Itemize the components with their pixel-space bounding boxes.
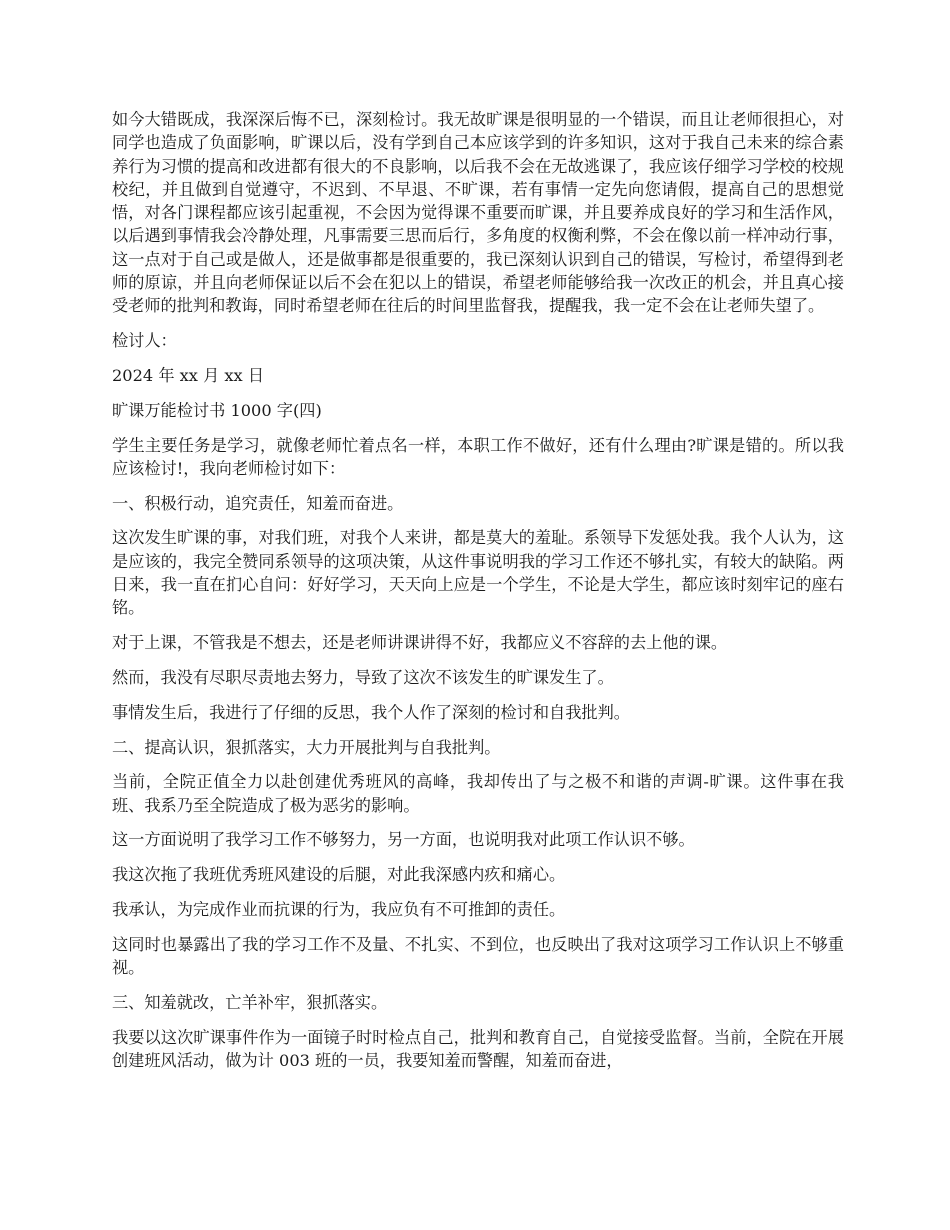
- date-line: 2024 年 xx 月 xx 日: [112, 365, 265, 385]
- paragraph-however: 然而，我没有尽职尽责地去努力，导致了这次不该发生的旷课发生了。: [112, 667, 614, 687]
- paragraph-current: 当前，全院正值全力以赴创建优秀班风的高峰，我却传出了与之极不和谐的声调-旷课。这件事在我班、我系乃至全院造成了极为恶劣的影响。: [112, 772, 844, 815]
- paragraph-intro: 学生主要任务是学习，就像老师忙着点名一样，本职工作不做好，还有什么理由?旷课是错的。所以我应该检讨!，我向老师检讨如下：: [112, 435, 844, 478]
- paragraph-dragged: 我这次拖了我班优秀班风建设的后腿，对此我深感内疚和痛心。: [112, 865, 566, 885]
- heading-two: 二、提高认识，狠抓落实，大力开展批判与自我批判。: [112, 737, 501, 757]
- heading-three: 三、知羞就改，亡羊补牢，狠抓落实。: [112, 992, 388, 1012]
- paragraph-apology: 如今大错既成，我深深后悔不已，深刻检讨。我无故旷课是很明显的一个错误，而且让老师很担心，对同学也造成了负面影响，旷课以后，没有学到自己本应该学到的许多知识，这对于我自己未来的综合素养行为习惯的提高和改进都有很大的不良影响，以后我不会在无故逃课了，我应该仔细学习学校的校规校纪，并且做到自觉遵守，不迟到、不早退、不旷课，若有事情一定先向您请假，提高自己的思想觉悟，对各门课程都应该引起重视，不会因为觉得课不重要而旷课，并且要养成良好的学习和生活作风，以后遇到事情我会冷静处理，凡事需要三思而后行，多角度的权衡利弊，不会在像以前一样冲动行事，这一点对于自己或是做人，还是做事都是很重要的，我已深刻认识到自己的错误，写检讨，希望得到老师的原谅，并且向老师保证以后不会在犯以上的错误，希望老师能够给我一次改正的机会，并且真心接受老师的批判和教诲，同时希望老师在往后的时间里监督我，提醒我，我一定不会在让老师失望了。: [112, 110, 844, 316]
- paragraph-reflection: 事情发生后，我进行了仔细的反思，我个人作了深刻的检讨和自我批判。: [112, 702, 630, 722]
- paragraph-one-side: 这一方面说明了我学习工作不够努力，另一方面，也说明我对此项工作认识不够。: [112, 830, 695, 850]
- paragraph-exposed: 这同时也暴露出了我的学习工作不及量、不扎实、不到位，也反映出了我对这项学习工作认识上不够重视。: [112, 934, 844, 978]
- heading-one: 一、积极行动，追究责任，知羞而奋进。: [112, 493, 404, 513]
- paragraph-admit: 我承认，为完成作业而抗课的行为，我应负有不可推卸的责任。: [112, 900, 566, 920]
- paragraph-mirror: 我要以这次旷课事件作为一面镜子时时检点自己，批判和教育自己，自觉接受监督。当前，全院在开展创建班风活动，做为计 003 班的一员，我要知羞而警醒，知羞而奋进，: [112, 1027, 844, 1070]
- section-title: 旷课万能检讨书 1000 字(四): [112, 400, 322, 420]
- signature-label: 检讨人：: [112, 331, 177, 351]
- paragraph-shame: 这次发生旷课的事，对我们班，对我个人来讲，都是莫大的羞耻。系领导下发惩处我。我个人认为，这是应该的，我完全赞同系领导的这项决策，从这件事说明我的学习工作还不够扎实，有较大的缺陷。两日来，我一直在扪心自问：好好学习，天天向上应是一个学生，不论是大学生，都应该时刻牢记的座右铭。: [112, 528, 844, 618]
- paragraph-attend: 对于上课，不管我是不想去，还是老师讲课讲得不好，我都应义不容辞的去上他的课。: [112, 633, 728, 653]
- document-page: [112, 108, 844, 1084]
